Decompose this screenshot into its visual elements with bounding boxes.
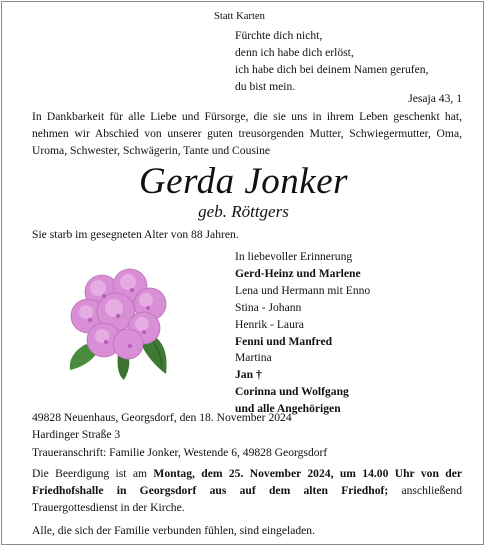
verse-reference: Jesaja 43, 1 — [408, 92, 462, 105]
deceased-name: Gerda Jonker — [138, 161, 349, 202]
mourner-line: Fenni und Manfred — [235, 334, 333, 348]
funeral-intro: Die Beerdigung ist am — [32, 467, 154, 480]
verse-line: du bist mein. — [235, 80, 296, 93]
verse-line: ich habe dich bei deinem Namen gerufen, — [235, 63, 429, 76]
rhododendron-flower-icon — [58, 262, 176, 382]
mourner-line: Henrik - Laura — [235, 317, 304, 331]
mourner-line: Jan † — [235, 368, 262, 382]
mourners-list — [235, 249, 475, 418]
verse-line: Fürchte dich nicht, — [235, 29, 323, 42]
mourner-line: Lena und Hermann mit Enno — [235, 283, 371, 297]
mourner-line: In liebevoller Erinnerung — [235, 250, 353, 263]
funeral-details: Montag, dem 25. November 2024, um 14.00 Uhr von der Friedhofshalle in Georgsdorf aus auf dem alten Friedhof; — [32, 467, 462, 497]
mourner-line: Gerd-Heinz und Marlene — [235, 266, 361, 280]
place-date: 49828 Neuenhaus, Georgsdorf, den 18. November 2024 — [32, 411, 292, 424]
mourning-address: Traueranschrift: Familie Jonker, Westende 6, 49828 Georgsdorf — [32, 446, 328, 459]
maiden-name: geb. Röttgers — [198, 202, 289, 221]
mourner-line: und alle Angehörigen — [235, 402, 341, 416]
bible-verse — [235, 27, 475, 95]
age-line: Sie starb im gesegneten Alter von 88 Jahren. — [32, 228, 239, 241]
mourner-line: Stina - Johann — [235, 300, 302, 314]
funeral-paragraph — [32, 465, 462, 516]
statt-karten-label: Statt Karten — [214, 11, 265, 22]
funeral-rest: anschließend Trauergottesdienst in der Kirche. — [32, 484, 462, 514]
verse-line: denn ich habe dich erlöst, — [235, 46, 354, 59]
street-address: Hardinger Straße 3 — [32, 428, 121, 441]
gratitude-paragraph: In Dankbarkeit für alle Liebe und Fürsorge, die sie uns in ihrem Leben geschenkt hat, nehmen wir Abschied von unserer guten treusorgenden Mutter, Schwiegermutter, Oma, Uroma, Schwester, Schwägerin, Tante und Cousine — [32, 110, 462, 157]
mourner-line: Corinna und Wolfgang — [235, 385, 349, 399]
closing-line: Alle, die sich der Familie verbunden fühlen, sind eingeladen. — [32, 524, 315, 537]
mourner-line: Martina — [235, 351, 272, 365]
